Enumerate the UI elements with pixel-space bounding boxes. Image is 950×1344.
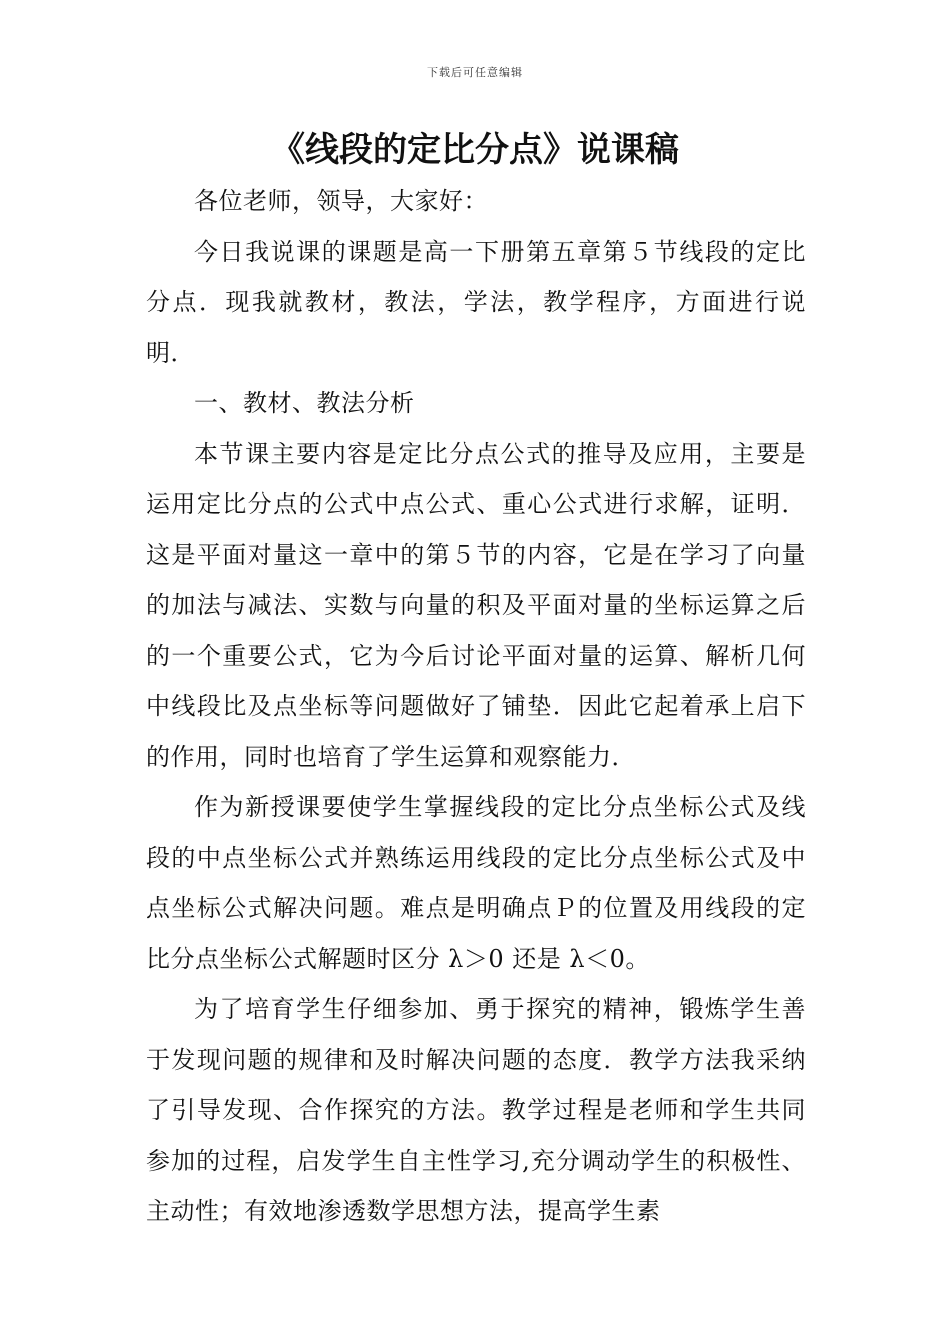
method-paragraph: 为了培育学生仔细参加、勇于探究的精神，锻炼学生善于发现问题的规律和及时解决问题的态度．教学方法我采纳了引导发现、合作探究的方法。教学过程是老师和学生共同参加的过程，启发学生自主性学习,充分调动学生的积极性、主动性；有效地渗透数学思想方法，提高学生素 — [146, 995, 806, 1225]
header-note: 下载后可任意编辑 — [427, 66, 523, 79]
document-title: 《线段的定比分点》说课稿 — [271, 130, 679, 170]
content-paragraph: 本节课主要内容是定比分点公式的推导及应用，主要是运用定比分点的公式中点公式、重心公式进行求解，证明．这是平面对量这一章中的第５节的内容，它是在学习了向量的加法与减法、实数与向量的积及平面对量的坐标运算之后的一个重要公式，它为今后讨论平面对量的运算、解析几何中线段比及点坐标等问题做好了铺垫．因此它起着承上启下的作用，同时也培育了学生运算和观察能力． — [146, 439, 806, 771]
section-heading: 一、教材、教法分析 — [194, 389, 415, 417]
document-body — [146, 176, 806, 1237]
greeting-paragraph: 各位老师，领导，大家好： — [194, 187, 488, 215]
intro-paragraph: 今日我说课的课题是高一下册第五章第５节线段的定比分点．现我就教材，教法，学法，教学程序，方面进行说明． — [146, 237, 806, 367]
goals-paragraph: 作为新授课要使学生掌握线段的定比分点坐标公式及线段的中点坐标公式并熟练运用线段的定比分点坐标公式及中点坐标公式解决问题。难点是明确点Ｐ的位置及用线段的定比分点坐标公式解题时区分 λ＞0 还是 λ＜0。 — [146, 793, 806, 973]
